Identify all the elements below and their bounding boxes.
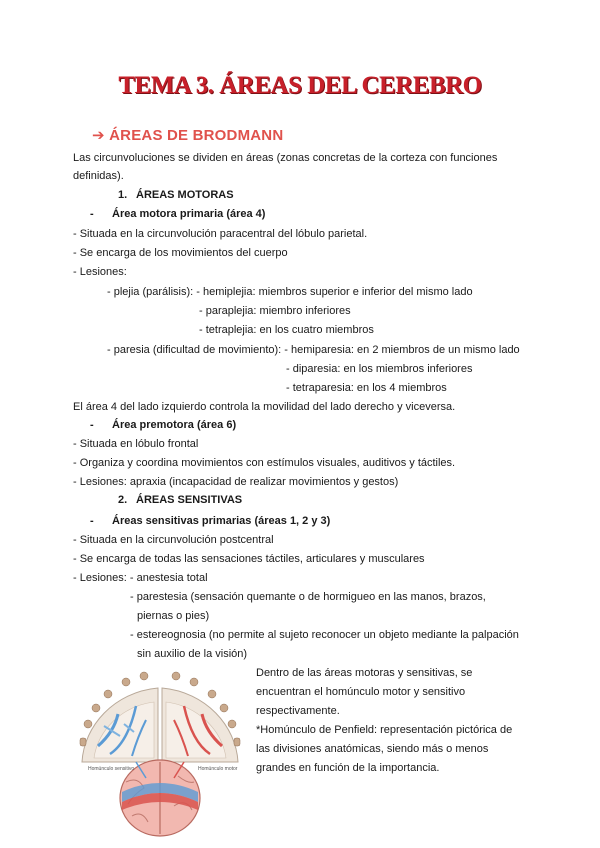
motor-number: 1.: [118, 189, 128, 201]
text-line: - Lesiones: - anestesia total: [73, 572, 208, 584]
homunculus-line: Dentro de las áreas motoras y sensitivas, se: [256, 667, 473, 679]
text-line: - Se encarga de todas las sensaciones táctiles, articulares y musculares: [73, 553, 425, 565]
section-heading: ➔ ÁREAS DE BRODMANN: [92, 127, 284, 144]
plejia-line: - tetraplejia: en los cuatro miembros: [199, 324, 374, 336]
bullet: -: [90, 419, 94, 431]
homunculus-illustration: [74, 666, 246, 840]
bullet: -: [90, 208, 94, 220]
text-line: - Organiza y coordina movimientos con estímulos visuales, auditivos y táctiles.: [73, 457, 456, 469]
homunculus-line: encuentran el homúnculo motor y sensitivo: [256, 686, 466, 698]
homunculus-line: respectivamente.: [256, 705, 340, 717]
text-line: piernas o pies): [137, 610, 210, 622]
figure-caption-right: Homúnculo motor: [198, 766, 238, 772]
page-title: TEMA 3. ÁREAS DEL CEREBRO: [118, 72, 482, 99]
text-line: - Situada en lóbulo frontal: [73, 438, 199, 450]
text-line: - Situada en la circunvolución postcentral: [73, 534, 274, 546]
sensory-primary-heading: [90, 514, 330, 528]
paresia-line: - paresia (dificultad de movimiento): - hemiparesia: en 2 miembros de un mismo lado: [107, 344, 520, 356]
homunculus-line: grandes en función de la importancia.: [256, 762, 440, 774]
text-line: - estereognosia (no permite al sujeto reconocer un objeto mediante la palpación: [130, 629, 519, 641]
premotor-heading-text: Área premotora (área 6): [112, 419, 237, 431]
intro-line: definidas).: [73, 170, 124, 182]
paresia-line: - tetraparesia: en los 4 miembros: [286, 382, 447, 394]
text-line: - Lesiones:: [73, 266, 127, 278]
motor-primary-heading: [90, 207, 265, 221]
homunculus-figure: [74, 666, 246, 840]
figure-caption-left: Homúnculo sensitivo: [88, 766, 135, 772]
text-line: - Se encarga de los movimientos del cuerpo: [73, 247, 288, 259]
bullet: -: [90, 515, 94, 527]
paresia-line: - diparesia: en los miembros inferiores: [286, 363, 473, 375]
sensory-heading: [118, 493, 242, 507]
sensory-primary-heading-text: Áreas sensitivas primarias (áreas 1, 2 y 3): [112, 515, 331, 527]
plejia-line: - paraplejia: miembro inferiores: [199, 305, 351, 317]
intro-line: Las circunvoluciones se dividen en áreas (zonas concretas de la corteza con funciones: [73, 152, 498, 164]
motor-heading-text: ÁREAS MOTORAS: [136, 189, 234, 201]
homunculus-line: *Homúnculo de Penfield: representación pictórica de: [256, 724, 513, 736]
premotor-heading: [90, 418, 236, 432]
text-line: - Lesiones: apraxia (incapacidad de realizar movimientos y gestos): [73, 476, 399, 488]
text-line: sin auxilio de la visión): [137, 648, 248, 660]
sensory-heading-text: ÁREAS SENSITIVAS: [136, 494, 243, 506]
text-line: - Situada en la circunvolución paracentral del lóbulo parietal.: [73, 228, 368, 240]
motor-heading: [118, 188, 234, 202]
homunculus-line: las divisiones anatómicas, siendo más o menos: [256, 743, 489, 755]
motor-note: El área 4 del lado izquierdo controla la movilidad del lado derecho y viceversa.: [73, 401, 456, 413]
plejia-line: - plejia (parálisis): - hemiplejia: miembros superior e inferior del mismo lado: [107, 286, 473, 298]
sensory-number: 2.: [118, 494, 128, 506]
motor-primary-heading-text: Área motora primaria (área 4): [112, 208, 266, 220]
text-line: - parestesia (sensación quemante o de hormigueo en las manos, brazos,: [130, 591, 486, 603]
